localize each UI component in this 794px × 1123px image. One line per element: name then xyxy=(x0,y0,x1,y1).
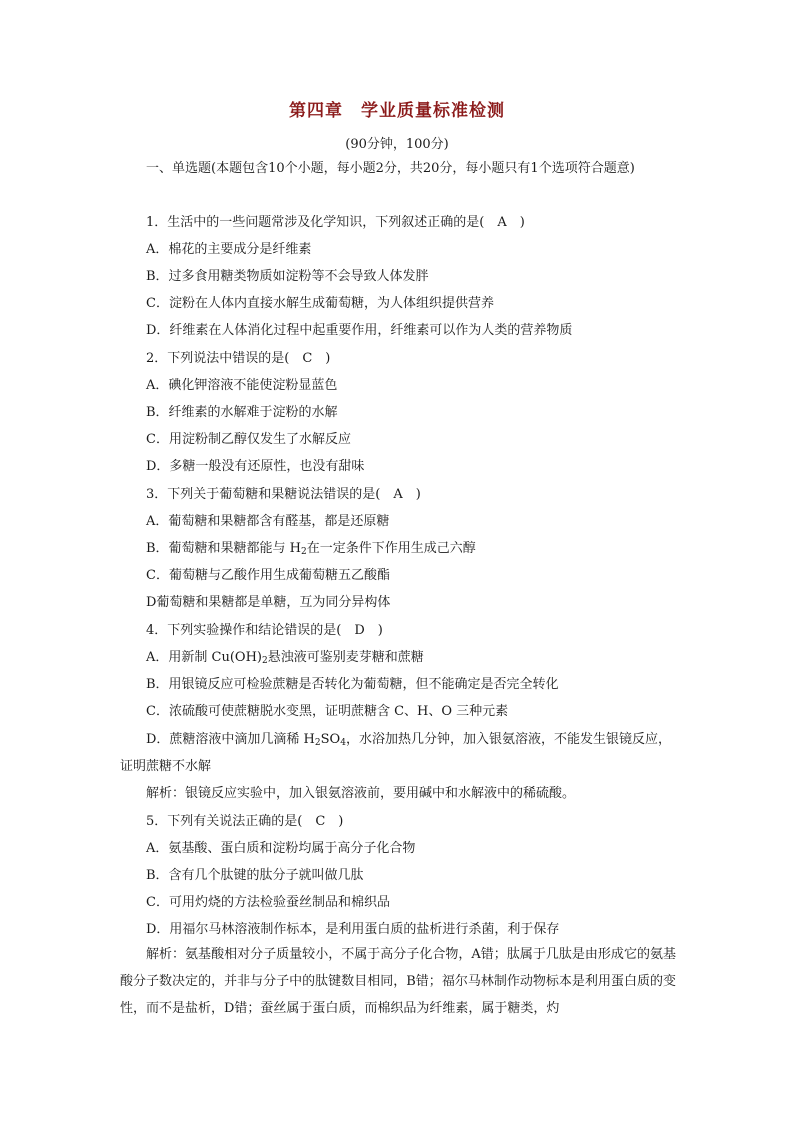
question-3-option-d: D葡萄糖和果糖都是单糖，互为同分异构体 xyxy=(146,595,391,610)
exam-info: (90分钟，100分) xyxy=(345,137,449,152)
question-2-option-b: B．纤维素的水解难于淀粉的水解 xyxy=(146,405,338,420)
question-4-option-d-continued: 证明蔗糖不水解 xyxy=(120,759,212,774)
question-5-option-c: C．可用灼烧的方法检验蚕丝制品和棉织品 xyxy=(146,895,390,910)
question-5-option-b: B．含有几个肽键的肽分子就叫做几肽 xyxy=(146,868,364,883)
question-4-option-b: B．用银镜反应可检验蔗糖是否转化为葡萄糖，但不能确定是否完全转化 xyxy=(146,677,559,692)
question-1-option-d: D．纤维素在人体消化过程中起重要作用，纤维素可以作为人类的营养物质 xyxy=(146,323,573,338)
question-3-stem: 3．下列关于葡萄糖和果糖说法错误的是( A ) xyxy=(146,487,421,502)
question-5-analysis: 解析：氨基酸相对分子质量较小，不属于高分子化合物，A错；肽属于几肽是由形成它的氨基酸分子数决定的，并非与分子中的肽键数目相同，B错；福尔马林制作动物标本是利用蛋白质的变性，而不是盐析，D错；蚕丝属于蛋白质，而棉织品为纤维素，属于糖类，灼 xyxy=(120,947,676,1016)
question-1-stem: 1．生活中的一些问题常涉及化学知识，下列叙述正确的是( A ) xyxy=(146,215,525,230)
question-4-option-a: A．用新制 $Cu(OH)_2$悬浊液可鉴别麦芽糖和蔗糖 xyxy=(146,650,424,666)
question-2-option-c: C．用淀粉制乙醇仅发生了水解反应 xyxy=(146,432,351,447)
page-title: 第四章 学业质量标准检测 xyxy=(289,101,505,121)
question-5-option-a: A．氨基酸、蛋白质和淀粉均属于高分子化合物 xyxy=(146,841,416,856)
question-5-stem: 5．下列有关说法正确的是( C ) xyxy=(146,814,344,829)
question-3-option-c: C．葡萄糖与乙酸作用生成葡萄糖五乙酸酯 xyxy=(146,568,390,583)
question-2-option-a: A．碘化钾溶液不能使淀粉显蓝色 xyxy=(146,378,338,393)
section-heading: 一、单选题(本题包含10个小题，每小题2分，共20分，每小题只有1个选项符合题意) xyxy=(146,161,635,176)
question-5-option-d: D．用福尔马林溶液制作标本，是利用蛋白质的盐析进行杀菌，利于保存 xyxy=(146,922,560,937)
question-4-analysis: 解析：银镜反应实验中，加入银氨溶液前，要用碱中和水解液中的稀硫酸。 xyxy=(146,786,576,801)
question-4-stem: 4．下列实验操作和结论错误的是( D ) xyxy=(146,623,383,638)
question-2-stem: 2．下列说法中错误的是( C ) xyxy=(146,351,331,366)
question-4-option-c: C．浓硫酸可使蔗糖脱水变黑，证明蔗糖含 C、H、O 三种元素 xyxy=(146,704,509,719)
question-2-option-d: D．多糖一般没有还原性，也没有甜味 xyxy=(146,459,365,474)
question-3-option-a: A．葡萄糖和果糖都含有醛基，都是还原糖 xyxy=(146,514,390,529)
question-1-option-a: A．棉花的主要成分是纤维素 xyxy=(146,242,312,257)
question-3-option-b: B．葡萄糖和果糖都能与 $H_2$在一定条件下作用生成己六醇 xyxy=(146,541,476,557)
question-1-option-b: B．过多食用糖类物质如淀粉等不会导致人体发胖 xyxy=(146,269,429,284)
question-1-option-c: C．淀粉在人体内直接水解生成葡萄糖，为人体组织提供营养 xyxy=(146,296,494,311)
question-4-option-d: D．蔗糖溶液中滴加几滴稀 $H_2SO_4$，水浴加热几分钟，加入银氨溶液，不能发生银镜反应， xyxy=(146,732,671,748)
